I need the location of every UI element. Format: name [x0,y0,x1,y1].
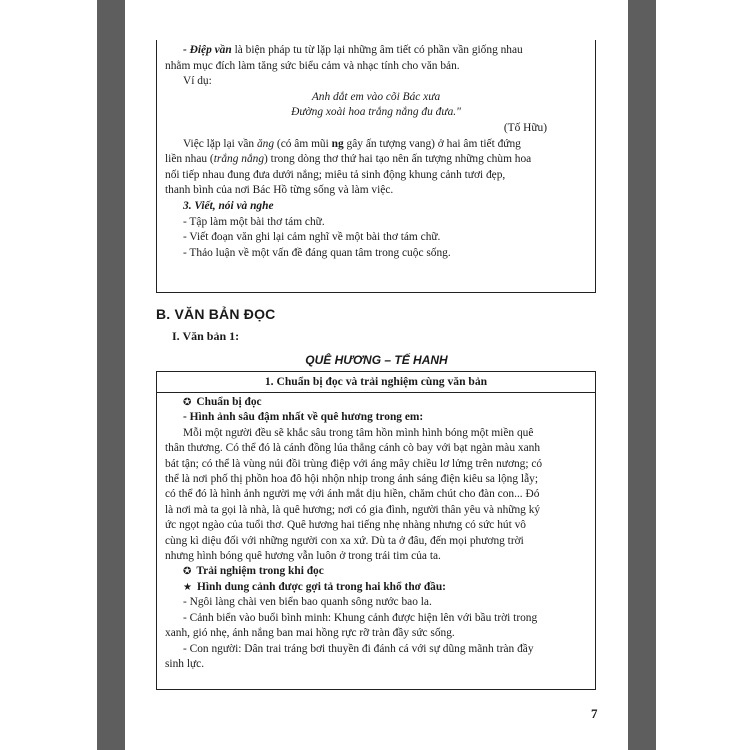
section-title-b: B. VĂN BẢN ĐỌC [156,306,276,322]
answer-line-8: cùng kì diệu đối với những người con xa xứ. Dù ta ở đâu, đến mọi phương trời [165,534,524,547]
page-shadow-right [628,0,656,750]
explanation-line-4: thanh bình của nơi Bác Hồ từng sống và làm việc. [165,184,394,197]
term-diep-van: - Điệp vần [183,44,232,56]
star-circle-icon: ✪ [183,566,192,578]
book-page [125,0,628,750]
poem-line-1: Anh dắt em vào cõi Bác xưa [311,90,441,103]
explanation-line-1: Việc lặp lại vần ăng (có âm mũi ng gây ấn tượng vang) ở hai âm tiết đứng [183,137,521,150]
subsection-title: I. Văn bản 1: [172,329,240,343]
question-1: - Hình ảnh sâu đậm nhất về quê hương trong em: [183,411,424,424]
answer-line-6: là nơi mà ta gọi là nhà, là quê hương; nơi có gia đình, người thân yêu và những ký [165,503,541,516]
page-number: 7 [591,706,598,721]
figure-of-speech-box [156,40,596,293]
response-line-5: sinh lực. [165,657,205,670]
reading-preparation-box [156,371,596,690]
response-line-2: - Cảnh biển vào buổi bình minh: Khung cảnh được hiện lên với bầu trời trong [183,611,538,624]
explanation-line-3: nối tiếp nhau đung đưa dưới nắng; miêu tả sinh động khung cảnh tươi đẹp, [165,168,506,181]
answer-line-7: ức ngọt ngào của tuổi thơ. Quê hương hai tiếng nhẹ nhàng nhưng có sức hút vô [165,519,526,532]
definition-line: - Điệp vần là biện pháp tu từ lặp lại những âm tiết có phần vần giống nhau [183,44,523,56]
box-header: 1. Chuẩn bị đọc và trải nghiệm cùng văn bản [157,372,595,393]
heading-writing-speaking: 3. Viết, nói và nghe [183,199,274,212]
answer-line-9: nhưng hình bóng quê hương vẫn luôn ở trong trái tim của ta. [165,550,441,563]
task-item-1: - Tập làm một bài thơ tám chữ. [183,215,325,228]
poem-author: (Tố Hữu) [503,121,547,134]
poem-title: QUÊ HƯƠNG – TẾ HANH [305,353,448,367]
task-item-3: - Thảo luận về một vấn đề đáng quan tâm trong cuộc sống. [183,246,451,259]
response-line-1: - Ngôi làng chài ven biển bao quanh sông nước bao la. [183,596,432,609]
example-label: Ví dụ: [183,75,212,88]
response-line-3: xanh, gió nhẹ, ánh nắng ban mai hồng rực rỡ tràn đầy sức sống. [165,627,455,640]
answer-line-2: thân thương. Có thể đó là cánh đồng lúa thẳng cánh cò bay với bạt ngàn màu xanh [165,442,541,455]
answer-line-1: Mỗi một người đều sẽ khắc sâu trong tâm hồn mình hình bóng một miền quê [183,426,534,439]
answer-line-3: bát tận; có thể là vùng núi đồi trùng điệp với áng mây chiều lơ lửng trên nương; có [165,457,543,470]
response-line-4: - Con người: Dân trai tráng bơi thuyền đi đánh cá với sự dũng mãnh tràn đầy [183,642,534,655]
explanation-line-2: liền nhau (trắng nắng) trong dòng thơ thứ hai tạo nên ấn tượng những chùm hoa [165,153,532,166]
star-icon: ★ [183,581,192,593]
definition-line-2: nhằm mục đích làm tăng sức biểu cảm và nhạc tính cho văn bản. [165,59,460,72]
poem-line-2: Đường xoài hoa trắng nắng đu đưa." [291,106,461,119]
heading-prepare: ✪ Chuẩn bị đọc [183,396,262,408]
task-item-2: - Viết đoạn văn ghi lại cảm nghĩ về một bài thơ tám chữ. [183,231,441,244]
star-circle-icon: ✪ [183,397,192,408]
box-body [157,393,595,672]
answer-line-5: có thể đó là hình ảnh người mẹ với ánh mắt dịu hiền, chăm chút cho đàn con... Đó [165,488,540,501]
answer-line-4: thể là nơi phố thị phồn hoa đô hội nhộn nhịp trong ánh sáng điện kiêu sa lộng lẫy; [165,473,539,486]
page-shadow-left [97,0,125,750]
heading-experience: ✪ Trải nghiệm trong khi đọc [183,565,324,578]
question-2: ★ Hình dung cảnh được gợi tả trong hai khổ thơ đầu: [183,580,446,593]
